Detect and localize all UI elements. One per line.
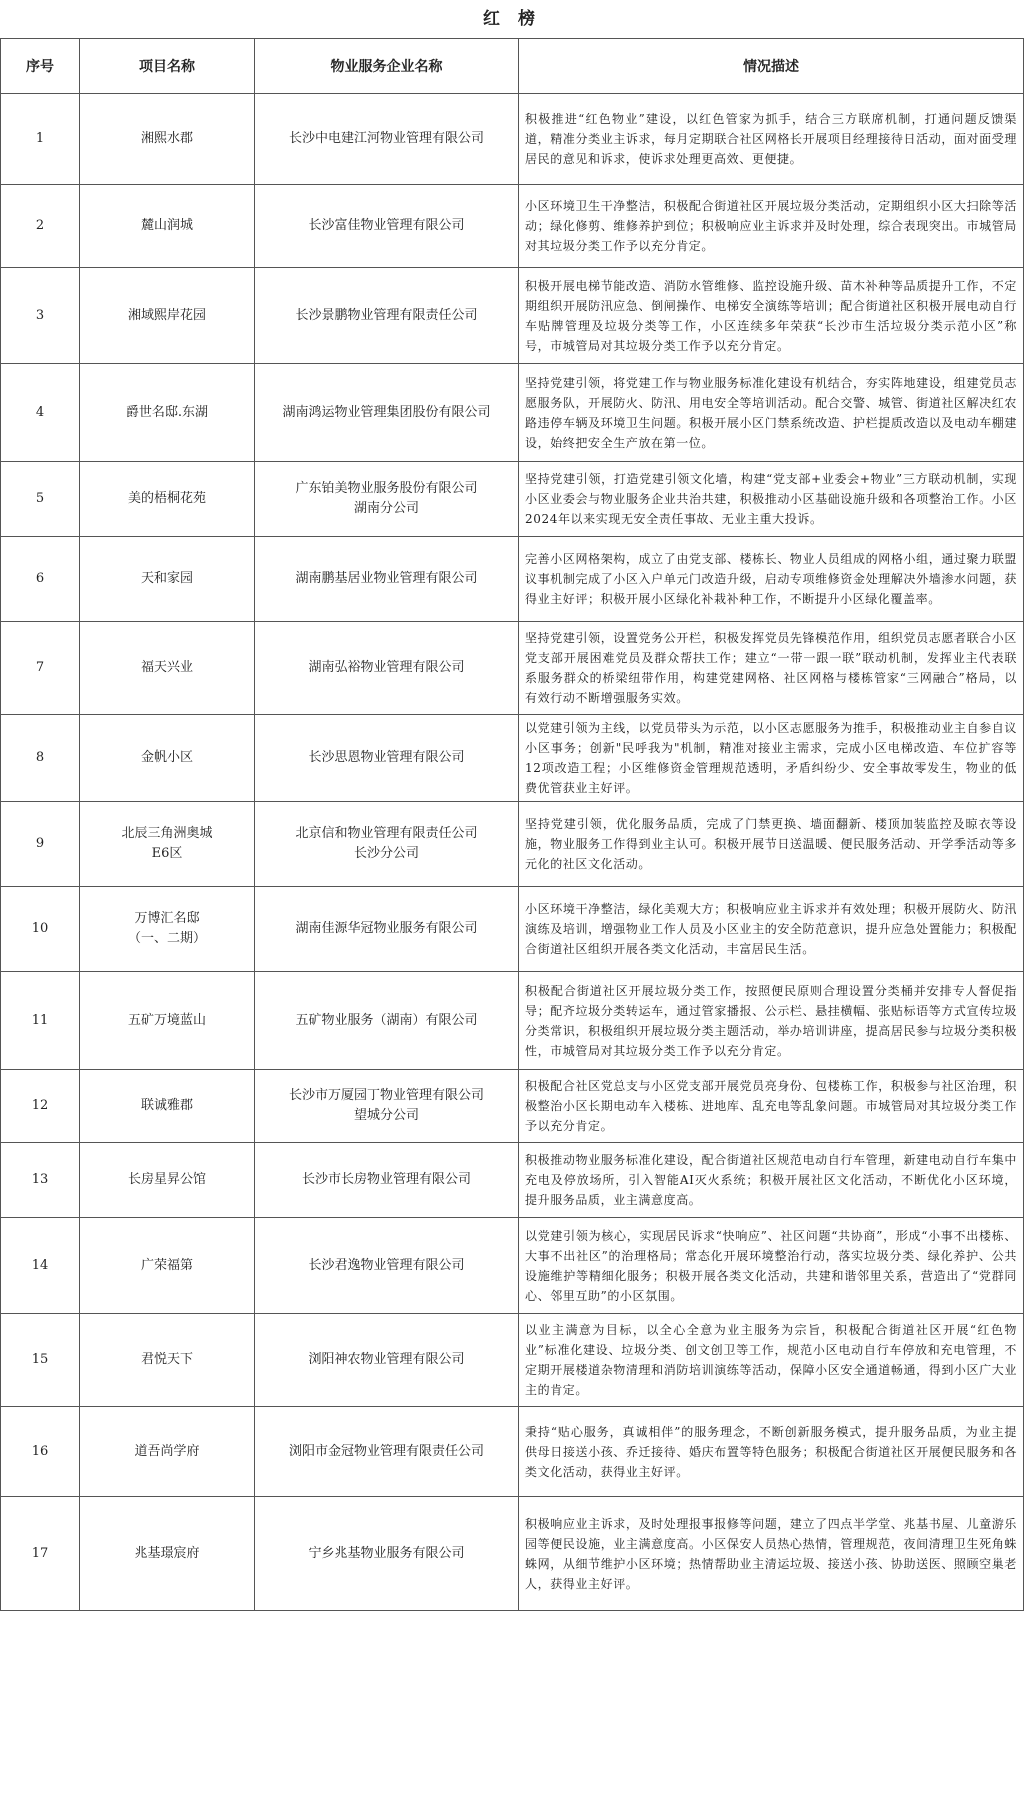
table-row [1,1314,1024,1407]
table-row [1,622,1024,715]
company-name: 湖南佳源华冠物业服务有限公司 [295,921,478,936]
situation-description: 坚持党建引领，优化服务品质，完成了门禁更换、墙面翻新、楼顶加装监控及晾衣等设施，物业服务工作得到业主认可。积极开展节日送温暖、便民服务活动、开学季活动等多元化的社区文化活动。 [525,817,1017,871]
project-name: 美的梧桐花苑 [127,491,206,506]
row-number-cell [1,1143,80,1218]
header-description: 情况描述 [519,39,1024,94]
company-name: 五矿物业服务（湖南）有限公司 [295,1012,478,1028]
project-name: 湘域熙岸花园 [127,307,206,323]
project-name-cell [80,268,255,364]
company-name-cell [255,802,519,887]
project-name-cell [80,802,255,887]
situation-description: 坚持党建引领，将党建工作与物业服务标准化建设有机结合，夯实阵地建设，组建党员志愿服务队，开展防火、防汛、用电安全等培训活动。配合交警、城管、街道社区解决红农路违停车辆及环境卫生问题。积极开展小区门禁系统改造、护栏提质改造以及电动车棚建设，始终把安全生产放在第一位。 [525,375,1017,450]
project-name: 湘熙水郡 [140,131,193,146]
company-name-cell [255,364,519,462]
situation-description-cell [519,537,1024,622]
project-name-cell [80,1070,255,1143]
row-number-cell [1,622,80,715]
company-name-cell [255,1314,519,1407]
situation-description: 完善小区网格架构，成立了由党支部、楼栋长、物业人员组成的网格小组，通过聚力联盟议事机制完成了小区入户单元门改造升级，启动专项维修资金处理解决外墙渗水问题，获得业主好评；积极开展小区绿化补栽补种工作，不断提升小区绿化覆盖率。 [525,552,1017,606]
company-name: 湖南鹏基居业物业管理有限公司 [295,571,478,586]
table-row [1,1407,1024,1497]
situation-description-cell [519,462,1024,537]
company-name: 湖南鸿运物业管理集团股份有限公司 [282,404,491,420]
project-name-cell [80,715,255,802]
situation-description: 以党建引领为主线，以党员带头为示范，以小区志愿服务为推手，积极推动业主自参自议小区事务；创新"民呼我为"机制，精准对接业主需求，完成小区电梯改造、车位扩容等12项改造工程；小区维修资金管理规范透明，矛盾纠纷少、安全事故零发生，物业的低费优管获业主好评。 [525,721,1017,795]
company-name-cell [255,715,519,802]
row-number: 12 [31,1098,49,1113]
situation-description-cell [519,887,1024,972]
row-number-cell [1,185,80,268]
company-name-cell [255,887,519,972]
situation-description-cell [519,1143,1024,1218]
situation-description: 以业主满意为目标，以全心全意为业主服务为宗旨，积极配合街道社区开展“红色物业”标准化建设、垃圾分类、创文创卫等工作，规范小区电动自行车停放和充电管理，不定期开展楼道杂物清理和消防培训演练等活动，保障小区安全通道畅通，得到小区广大业主的肯定。 [525,1323,1017,1397]
company-name-cell [255,1218,519,1314]
project-name: 万博汇名邸 （一、二期） [127,911,206,946]
table-row [1,1218,1024,1314]
row-number-cell [1,1218,80,1314]
table-row [1,887,1024,972]
situation-description-cell [519,268,1024,364]
row-number-cell [1,462,80,537]
situation-description-cell [519,1070,1024,1143]
situation-description-cell [519,622,1024,715]
row-number: 10 [31,921,49,936]
situation-description: 以党建引领为核心，实现居民诉求“快响应”、社区问题“共协商”，形成“小事不出楼栋、大事不出社区”的治理格局；常态化开展环境整治行动，落实垃圾分类、绿化养护、公共设施维护等精细化服务；积极开展各类文化活动，共建和谐邻里关系，营造出了“党群同心、邻里互助”的小区氛围。 [525,1228,1017,1303]
project-name: 长房星昇公馆 [127,1172,206,1187]
situation-description: 积极开展电梯节能改造、消防水管维修、监控设施升级、苗木补种等品质提升工作，不定期组织开展防汛应急、倒闸操作、电梯安全演练等培训；配合街道社区积极开展电动自行车贴牌管理及垃圾分类等工作，小区连续多年荣获“长沙市生活垃圾分类示范小区”称号，市城管局对其垃圾分类工作予以充分肯定。 [525,278,1017,353]
company-name: 长沙市万厦园丁物业管理有限公司 望城分公司 [288,1088,484,1123]
row-number: 16 [31,1443,49,1459]
table-row [1,268,1024,364]
project-name: 北辰三角洲奥城 E6区 [121,826,213,861]
table-row [1,364,1024,462]
situation-description-cell [519,715,1024,802]
row-number: 5 [35,491,45,506]
company-name: 北京信和物业管理有限责任公司 长沙分公司 [295,826,478,861]
situation-description: 积极响应业主诉求，及时处理报事报修等问题，建立了四点半学堂、兆基书屋、儿童游乐园等便民设施，业主满意度高。小区保安人员热心热情，管理规范，夜间清理卫生死角蛛蛛网，从细节维护小区环境；热情帮助业主清运垃圾、接送小孩、协助送医、照顾空巢老人，获得业主好评。 [525,1516,1017,1591]
row-number-cell [1,537,80,622]
table-row [1,185,1024,268]
situation-description: 小区环境干净整洁，绿化美观大方；积极响应业主诉求并有效处理；积极开展防火、防汛演练及培训，增强物业工作人员及小区业主的安全防范意识，提升应急处置能力；积极配合街道社区组织开展各类文化活动，丰富居民生活。 [525,902,1017,956]
row-number: 6 [35,571,45,586]
row-number: 3 [35,307,45,323]
situation-description: 积极推进“红色物业”建设，以红色管家为抓手，结合三方联席机制，打通问题反馈渠道，精准分类业主诉求，每月定期联合社区网格长开展项目经理接待日活动，面对面受理居民的意见和诉求，使诉求处理更高效、更便捷。 [525,112,1017,166]
project-name-cell [80,1407,255,1497]
project-name-cell [80,1218,255,1314]
company-name-cell [255,622,519,715]
company-name-cell [255,94,519,185]
company-name-cell [255,462,519,537]
project-name-cell [80,462,255,537]
header-company: 物业服务企业名称 [255,39,519,94]
situation-description-cell [519,1218,1024,1314]
company-name-cell [255,1407,519,1497]
situation-description: 积极配合街道社区开展垃圾分类工作，按照便民原则合理设置分类桶并安排专人督促指导；配齐垃圾分类转运车，通过管家播报、公示栏、悬挂横幅、张贴标语等方式宣传垃圾分类常识，积极组织开展垃圾分类主题活动，举办培训讲座，提高居民参与垃圾分类积极性，市城管局对其垃圾分类工作予以充分肯定。 [525,983,1017,1058]
situation-description: 小区环境卫生干净整洁，积极配合街道社区开展垃圾分类活动，定期组织小区大扫除等活动；绿化修剪、维修养护到位；积极响应业主诉求并及时处理，综合表现突出。市城管局对其垃圾分类工作予以充分肯定。 [525,199,1017,253]
company-name: 长沙中电建江河物业管理有限公司 [288,131,484,146]
row-number: 4 [35,404,45,420]
table-row [1,1497,1024,1611]
company-name-cell [255,1497,519,1611]
situation-description-cell [519,1497,1024,1611]
situation-description-cell [519,1314,1024,1407]
situation-description: 坚持党建引领，打造党建引领文化墙，构建“党支部+业委会+物业”三方联动机制，实现小区业委会与物业服务企业共治共建，积极推动小区基础设施升级和各项整治工作。小区2024年以来实现无安全责任事故、无业主重大投诉。 [525,472,1017,526]
row-number: 8 [35,750,45,765]
company-name: 浏阳神农物业管理有限公司 [308,1352,465,1367]
company-name: 浏阳市金冠物业管理有限责任公司 [288,1443,484,1459]
company-name-cell [255,972,519,1070]
company-name: 长沙富佳物业管理有限公司 [308,218,465,233]
table-row [1,715,1024,802]
table-header-row [1,39,1024,94]
table-row [1,972,1024,1070]
situation-description-cell [519,94,1024,185]
company-name: 湖南弘裕物业管理有限公司 [308,660,465,675]
row-number-cell [1,364,80,462]
row-number-cell [1,1314,80,1407]
project-name: 君悦天下 [140,1352,193,1367]
row-number: 1 [35,131,45,146]
situation-description-cell [519,364,1024,462]
project-name-cell [80,1143,255,1218]
company-name-cell [255,268,519,364]
row-number-cell [1,1497,80,1611]
row-number: 13 [31,1172,49,1187]
row-number-cell [1,972,80,1070]
row-number: 17 [31,1545,49,1561]
project-name-cell [80,537,255,622]
company-name: 广东铂美物业服务股份有限公司 湖南分公司 [295,481,478,516]
company-name: 宁乡兆基物业服务有限公司 [308,1545,465,1561]
header-project: 项目名称 [80,39,255,94]
row-number-cell [1,268,80,364]
project-name-cell [80,1314,255,1407]
header-no: 序号 [1,39,80,94]
company-name: 长沙景鹏物业管理有限责任公司 [295,307,478,323]
company-name: 长沙君逸物业管理有限公司 [308,1257,465,1273]
project-name: 麓山润城 [140,218,193,233]
table-row [1,537,1024,622]
company-name: 长沙市长房物业管理有限公司 [301,1172,471,1187]
project-name-cell [80,887,255,972]
table-row [1,94,1024,185]
project-name-cell [80,185,255,268]
situation-description-cell [519,1407,1024,1497]
project-name-cell [80,364,255,462]
table-row [1,1143,1024,1218]
table-row [1,1070,1024,1143]
company-name-cell [255,185,519,268]
row-number: 14 [31,1257,49,1273]
row-number: 2 [35,218,45,233]
row-number: 9 [35,836,45,851]
project-name-cell [80,94,255,185]
project-name: 五矿万境蓝山 [127,1012,206,1028]
page-title: 红 榜 [483,9,541,29]
table-row [1,802,1024,887]
project-name-cell [80,972,255,1070]
situation-description: 秉持“贴心服务，真诚相伴”的服务理念，不断创新服务模式，提升服务品质，为业主提供母日接送小孩、乔迁接待、婚庆布置等特色服务；积极配合街道社区开展便民服务和各类文化活动，获得业主好评。 [525,1424,1017,1479]
project-name-cell [80,1497,255,1611]
honor-roll-table [0,38,1024,1611]
situation-description: 积极配合社区党总支与小区党支部开展党员亮身份、包楼栋工作，积极参与社区治理，积极整治小区长期电动车入楼栋、进地库、乱充电等乱象问题。市城管局对其垃圾分类工作予以充分肯定。 [525,1079,1017,1133]
row-number-cell [1,1070,80,1143]
situation-description: 坚持党建引领，设置党务公开栏，积极发挥党员先锋模范作用，组织党员志愿者联合小区党支部开展困难党员及群众帮扶工作；建立“一带一跟一联”联动机制，发挥业主代表联系服务群众的桥梁纽带作用，构建党建网格、社区网格与楼栋管家“三网融合”格局，以有效行动不断增强服务实效。 [525,631,1017,705]
situation-description-cell [519,185,1024,268]
project-name: 金帆小区 [140,750,193,765]
project-name: 联诚雅郡 [140,1098,193,1113]
row-number-cell [1,94,80,185]
project-name-cell [80,622,255,715]
row-number-cell [1,802,80,887]
project-name: 广荣福第 [140,1257,193,1273]
row-number-cell [1,887,80,972]
row-number: 15 [31,1352,49,1367]
company-name: 长沙思恩物业管理有限公司 [308,750,465,765]
situation-description-cell [519,802,1024,887]
project-name: 爵世名邸.东湖 [125,404,209,420]
row-number-cell [1,1407,80,1497]
project-name: 道吾尚学府 [134,1443,200,1459]
project-name: 兆基璟宸府 [134,1545,200,1561]
company-name-cell [255,537,519,622]
table-row [1,462,1024,537]
row-number: 11 [31,1012,49,1028]
row-number-cell [1,715,80,802]
project-name: 福天兴业 [140,660,193,675]
project-name: 天和家园 [140,571,193,586]
company-name-cell [255,1070,519,1143]
row-number: 7 [35,660,45,675]
situation-description: 积极推动物业服务标准化建设，配合街道社区规范电动自行车管理，新建电动自行车集中充电及停放场所，引入智能AI灭火系统；积极开展社区文化活动，不断优化小区环境，提升服务品质，业主满意度高。 [525,1153,1017,1207]
situation-description-cell [519,972,1024,1070]
company-name-cell [255,1143,519,1218]
